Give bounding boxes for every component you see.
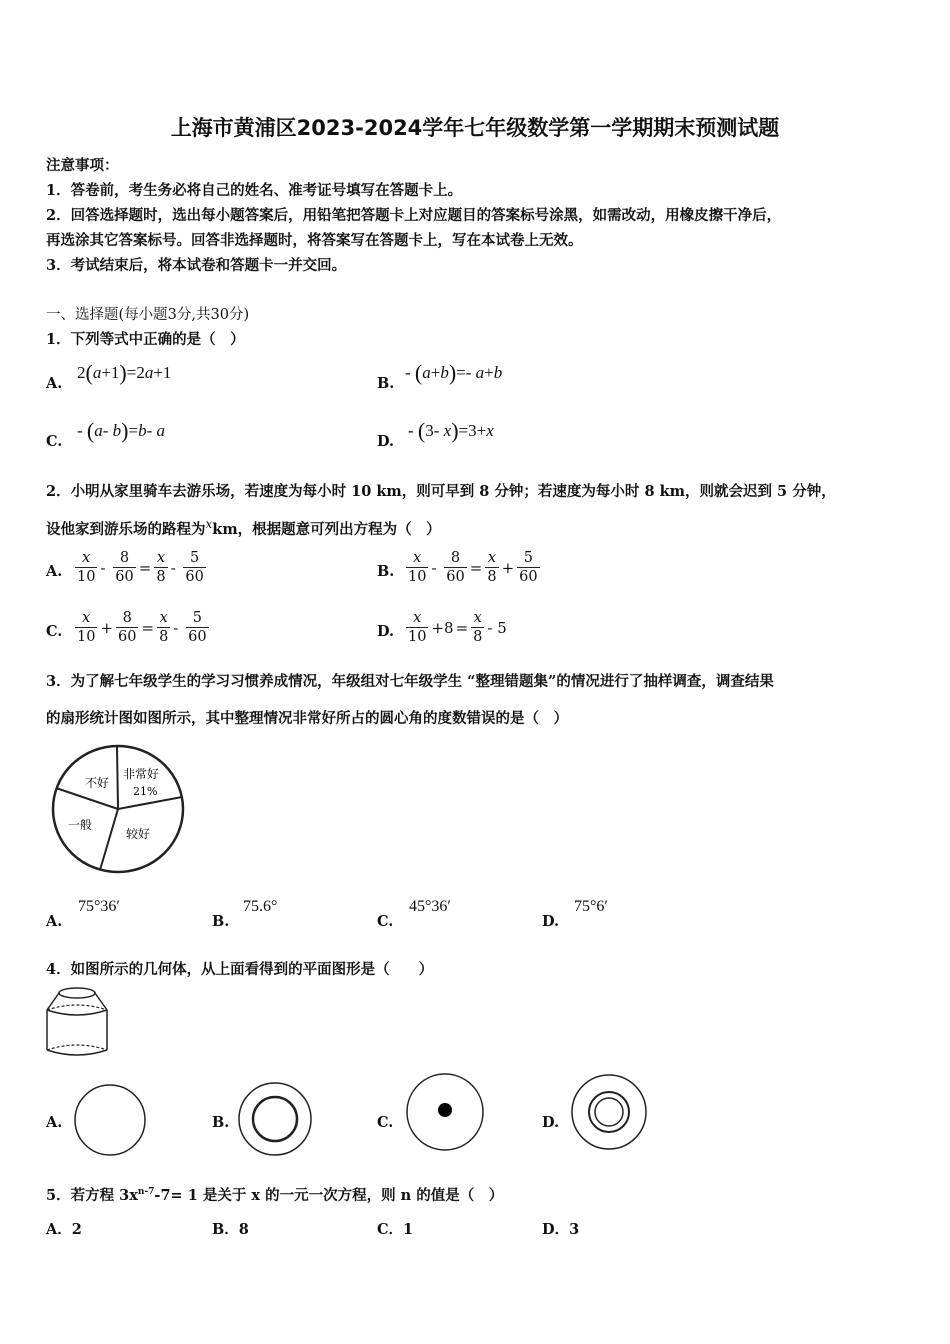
text: b: [138, 421, 147, 440]
q3-option-c: 45°36′: [409, 898, 451, 915]
q5-option-c: C．1: [377, 1221, 414, 1238]
text: -: [405, 363, 415, 382]
text: =-: [456, 363, 476, 382]
q3-option-b-label: B.: [212, 913, 230, 930]
text: a: [422, 363, 431, 382]
text: km，根据题意可列出方程为（ ）: [212, 520, 441, 538]
q1-option-b: - (a+b)=- a+b: [405, 360, 503, 385]
text: 60: [115, 569, 134, 585]
text: =: [141, 618, 155, 637]
text: =: [138, 558, 152, 577]
text: a: [92, 363, 102, 382]
text: =2: [126, 363, 145, 382]
q2-option-b-label: B.: [377, 563, 395, 580]
q4-option-c-label: C.: [377, 1114, 394, 1131]
question-3-line1: 3．为了解七年级学生的学习习惯养成情况，年级组对七年级学生 “整理错题集”的情况进行了抽样调查，调查结果: [46, 673, 774, 690]
text: 10: [408, 629, 427, 645]
question-2-line2: [46, 517, 441, 539]
q2-option-b: [404, 549, 542, 586]
pie-chart-figure: [48, 742, 190, 878]
notice-item: 1．答卷前，考生务必将自己的姓名、准考证号填写在答题卡上。: [46, 182, 463, 199]
q5-option-b: B．8: [212, 1221, 249, 1238]
text: x: [75, 549, 97, 568]
text: 8: [473, 629, 483, 645]
question-2-line1: 2．小明从家里骑车去游乐场，若速度为每小时 10 km，则可早到 8 分钟；若速度为每小时 8 km，则就会迟到 5 分钟，: [46, 483, 836, 500]
text: b: [493, 363, 503, 382]
text: x: [471, 609, 484, 628]
text: 60: [185, 569, 204, 585]
text: 8: [444, 549, 466, 568]
text: 60: [519, 569, 538, 585]
text: 60: [446, 569, 465, 585]
q4-option-b-label: B.: [212, 1114, 230, 1131]
q1-option-b-label: B.: [377, 375, 395, 392]
text: x: [75, 609, 97, 628]
question-5-stem: [46, 1184, 503, 1205]
text: -: [146, 421, 157, 440]
q2-option-c-label: C.: [46, 623, 63, 640]
question-3-line2: 的扇形统计图如图所示，其中整理情况非常好所占的圆心角的度数错误的是（ ）: [46, 710, 568, 727]
text: 5．若方程 3x: [46, 1187, 138, 1204]
pie-label-bad: 不好: [85, 776, 110, 790]
text: 5: [186, 609, 208, 628]
q2-option-c: [73, 609, 211, 646]
text: -: [173, 618, 184, 637]
text: 8: [113, 549, 135, 568]
text: +1: [153, 363, 172, 382]
text: 5: [517, 549, 539, 568]
text: -: [102, 421, 113, 440]
section-heading: 一、选择题(每小题3分,共30分): [46, 307, 250, 323]
text: -: [408, 421, 418, 440]
q1-option-c: - (a- b)=b- a: [77, 418, 166, 443]
text: a: [144, 363, 154, 382]
q4-option-a-figure: [72, 1082, 148, 1158]
text: +1: [101, 363, 120, 382]
text: +8: [431, 618, 454, 637]
q2-option-a: [73, 549, 208, 586]
text: 8: [156, 569, 166, 585]
q4-option-d-label: D.: [542, 1114, 560, 1131]
text: 2: [77, 363, 86, 382]
text: x: [157, 609, 170, 628]
q4-option-d-figure: [569, 1072, 649, 1152]
text: x: [406, 609, 428, 628]
q1-option-a: 2(a+1)=2a+1: [77, 360, 172, 385]
q3-option-d-label: D.: [542, 913, 560, 930]
text: =3+: [458, 421, 487, 440]
text: 3-: [425, 421, 444, 440]
text: a: [475, 363, 485, 382]
q3-option-a: 75°36′: [78, 898, 120, 915]
text: =: [128, 421, 139, 440]
q3-option-a-label: A.: [46, 913, 63, 930]
q5-option-a: A．2: [46, 1221, 82, 1238]
text: 60: [188, 629, 207, 645]
q3-option-b: 75.6°: [243, 898, 278, 915]
q2-option-d: [404, 609, 508, 646]
q3-option-c-label: C.: [377, 913, 394, 930]
text: b: [440, 363, 449, 382]
text: +: [100, 618, 114, 637]
text: 10: [408, 569, 427, 585]
q4-option-a-label: A.: [46, 1114, 63, 1131]
notice-item: 再选涂其它答案标号。回答非选择题时，将答案写在答题卡上，写在本试卷上无效。: [46, 232, 583, 249]
text: a: [94, 421, 103, 440]
text: a: [156, 421, 166, 440]
text: - 5: [487, 618, 507, 637]
text: 60: [118, 629, 137, 645]
q5-option-d: D．3: [542, 1221, 580, 1238]
text: x: [154, 549, 167, 568]
text: x: [205, 517, 213, 531]
text: +: [484, 363, 494, 382]
page-title: 上海市黄浦区2023-2024学年七年级数学第一学期期末预测试题: [170, 116, 780, 140]
text: -: [100, 558, 111, 577]
text: x: [406, 549, 428, 568]
text: -7= 1 是关于 x 的一元一次方程，则 n 的值是（ ）: [154, 1187, 504, 1204]
q4-option-b-figure: [236, 1080, 314, 1158]
text: =: [455, 618, 469, 637]
text: 10: [77, 569, 96, 585]
text: 5: [183, 549, 205, 568]
question-4-stem: 4．如图所示的几何体，从上面看得到的平面图形是（ ）: [46, 961, 434, 978]
q1-option-d-label: D.: [377, 433, 395, 450]
text: +: [430, 363, 441, 382]
text: =: [469, 558, 483, 577]
text: -: [77, 421, 87, 440]
q1-option-c-label: C.: [46, 433, 63, 450]
text: 10: [77, 629, 96, 645]
text: 设他家到游乐场的路程为: [46, 520, 206, 538]
text: -: [170, 558, 181, 577]
text: 8: [116, 609, 138, 628]
text: b: [112, 421, 122, 440]
q2-option-a-label: A.: [46, 563, 63, 580]
q2-option-d-label: D.: [377, 623, 395, 640]
q4-option-c-figure: [404, 1071, 486, 1153]
q1-option-a-label: A.: [46, 375, 63, 392]
text: n-7: [137, 1187, 155, 1198]
text: 8: [487, 569, 497, 585]
question-1-stem: 1．下列等式中正确的是（ ）: [46, 331, 245, 348]
notice-item: 2．回答选择题时，选出每小题答案后，用铅笔把答题卡上对应题目的答案标号涂黑，如需改动，用橡皮擦干净后，: [46, 207, 782, 224]
text: -: [431, 558, 442, 577]
geometric-solid-figure: [42, 986, 112, 1062]
pie-label-good: 较好: [126, 827, 151, 841]
pie-label-very-good: 非常好: [123, 767, 160, 781]
pie-divider: [117, 747, 118, 809]
text: 8: [159, 629, 169, 645]
text: x: [443, 421, 452, 440]
notice-item: 3．考试结束后，将本试卷和答题卡一并交回。: [46, 257, 347, 274]
q3-option-d: 75°6′: [574, 898, 608, 915]
pie-label-percent: 21%: [133, 785, 158, 798]
text: +: [501, 558, 515, 577]
pie-label-average: 一般: [68, 818, 93, 832]
notice-heading: 注意事项：: [46, 157, 119, 174]
q1-option-d: - (3- x)=3+x: [408, 418, 494, 443]
text: x: [486, 421, 494, 440]
text: x: [485, 549, 498, 568]
